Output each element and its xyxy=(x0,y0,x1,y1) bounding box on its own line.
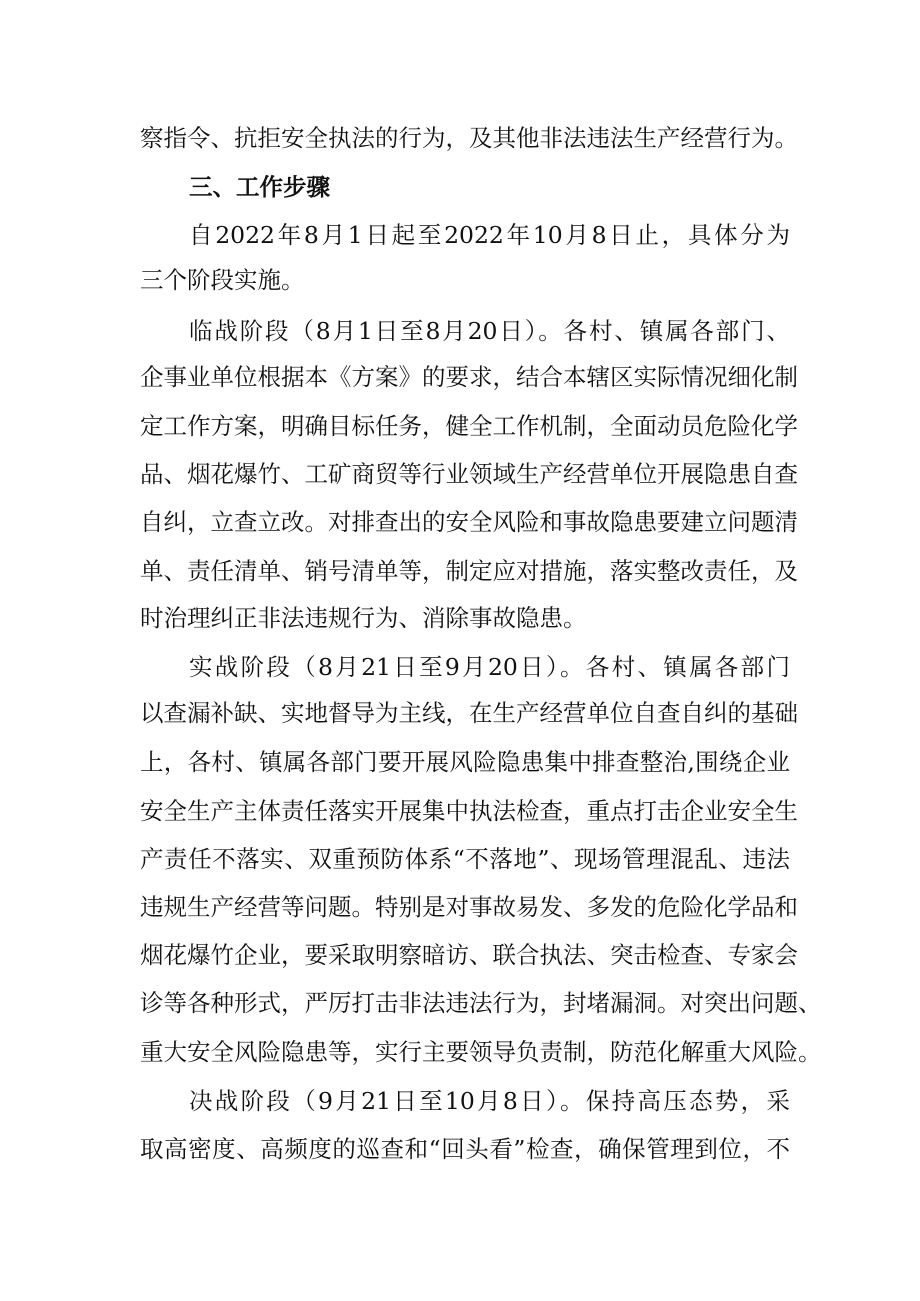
text-line: 察指令、抗拒安全执法的行为，及其他非法违法生产经营行为。 xyxy=(140,124,798,152)
text-line: 实战阶段（8月21日至9月20日）。各村、镇属各部门 xyxy=(189,653,790,681)
text-line: 烟花爆竹企业，要采取明察暗访、联合执法、突击检查、专家会 xyxy=(140,941,798,969)
text-line: 安全生产主体责任落实开展集中执法检查，重点打击企业安全生 xyxy=(140,797,798,825)
section-heading: 三、工作步骤 xyxy=(189,173,330,201)
text-line: 时治理纠正非法违规行为、消除事故隐患。 xyxy=(140,604,587,632)
text-line: 以查漏补缺、实地督导为主线，在生产经营单位自查自纠的基础 xyxy=(140,699,798,727)
text-line: 单、责任清单、销号清单等，制定应对措施，落实整改责任，及 xyxy=(140,557,798,585)
text-line: 自纠，立查立改。对排查出的安全风险和事故隐患要建立问题清 xyxy=(140,508,798,536)
text-line: 决战阶段（9月21日至10月8日）。保持高压态势，采 xyxy=(189,1087,790,1115)
text-line: 产责任不落实、双重预防体系“不落地”、现场管理混乱、违法 xyxy=(140,845,790,873)
text-line: 违规生产经营等问题。特别是对事故易发、多发的危险化学品和 xyxy=(140,893,798,921)
text-line: 重大安全风险隐患等，实行主要领导负责制，防范化解重大风险。 xyxy=(140,1038,822,1066)
text-line: 定工作方案，明确目标任务，健全工作机制，全面动员危险化学 xyxy=(140,412,798,440)
text-line: 临战阶段（8月1日至8月20日）。各村、镇属各部门、 xyxy=(189,317,790,345)
text-line: 品、烟花爆竹、工矿商贸等行业领域生产经营单位开展隐患自查 xyxy=(140,460,798,488)
text-line: 自2022年8月1日起至2022年10月8日止，具体分为 xyxy=(189,221,790,249)
text-line: 三个阶段实施。 xyxy=(140,266,305,294)
text-line: 诊等各种形式，严厉打击非法违法行为，封堵漏洞。对突出问题、 xyxy=(140,989,822,1017)
text-line: 取高密度、高频度的巡查和“回头看”检查，确保管理到位，不 xyxy=(140,1135,790,1163)
text-line: 上，各村、镇属各部门要开展风险隐患集中排查整治,围绕企业 xyxy=(140,748,790,776)
text-line: 企事业单位根据本《方案》的要求，结合本辖区实际情况细化制 xyxy=(140,363,798,391)
